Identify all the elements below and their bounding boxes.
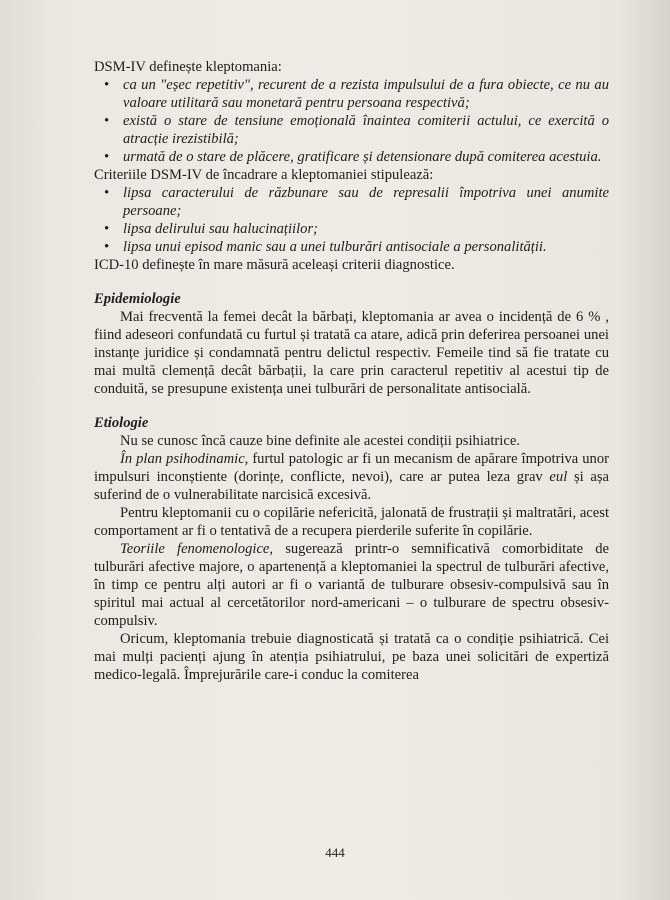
- ego-term: eul: [549, 469, 568, 485]
- definition-item: • urmată de o stare de plăcere, gratificare și detensionare după comiterea acestuia.: [94, 148, 609, 166]
- criteria-item: • lipsa unui episod manic sau a unei tulburări antisociale a personalității.: [94, 238, 609, 256]
- psychodynamic-lead: În plan psihodinamic,: [120, 451, 249, 467]
- etiology-paragraph-4: [94, 540, 609, 630]
- page-content: [94, 58, 609, 684]
- etiology-heading: Etiologie: [94, 415, 149, 431]
- criteria-item: • lipsa caracterului de răzbunare sau de represalii împotriva unei anumite persoane;: [94, 184, 609, 220]
- paragraph-text: furtul patologic ar fi un mecanism de apărare împotriva unor impulsuri inconștiente (dorințe, conflicte, nevoi), care ar putea leza grav: [94, 451, 609, 485]
- definition-item: • ca un "eșec repetitiv", recurent de a rezista impulsului de a fura obiecte, ce nu au valoare utilitară sau monetară pentru persoana respectivă;: [94, 76, 609, 112]
- paragraph-text: și așa suferind de o vulnerabilitate narcisică excesivă.: [94, 469, 609, 503]
- definition-item: • există o stare de tensiune emoțională înaintea comiterii actului, ce exercită o atracție irezistibilă;: [94, 112, 609, 148]
- etiology-paragraph-1: Nu se cunosc încă cauze bine definite ale acestei condiții psihiatrice.: [120, 433, 520, 449]
- epidemiology-heading: Epidemiologie: [94, 291, 181, 307]
- icd-line: ICD-10 definește în mare măsură aceleași criterii diagnostice.: [94, 257, 455, 273]
- etiology-paragraph-5: Oricum, kleptomania trebuie diagnosticată și tratată ca o condiție psihiatrică. Cei mai mulți pacienți ajung în atenția psihiatrului, pe baza unei solicitări de expertiză medico-legală. Împrejurările care-i conduc la comiterea: [94, 631, 609, 683]
- definition-list: [94, 76, 609, 166]
- paragraph-text: sugerează printr-o semnificativă comorbiditate de tulburări afective majore, o apartenență a kleptomaniei la spectrul de tulburări afective, în timp ce pentru alți autori ar fi o variantă de tulburare obsesiv-compulsivă sau în spiritul mai actual al cercetătorilor nord-americani – o tulburare de spectru obsesiv-compulsiv.: [94, 541, 609, 629]
- epidemiology-paragraph: Mai frecventă la femei decât la bărbați, kleptomania ar avea o incidență de 6 % , fiind adeseori confundată cu furtul și tratată ca atare, adică prin deferirea persoanei unei instanțe juridice și condamnată pentru delictul respectiv. Femeile tind să fie tratate cu mai multă clemență decât bărbații, la care prin caracterul repetitiv al acestui tip de conduită, se presupune existența unei tulburări de personalitate antisocială.: [94, 309, 609, 397]
- phenomenology-lead: Teoriile fenomenologice,: [120, 541, 274, 557]
- etiology-paragraph-3: Pentru kleptomanii cu o copilărie nefericită, jalonată de frustrații și maltratări, acest comportament ar fi o tentativă de a recupera pierderile suferite în copilărie.: [94, 505, 609, 539]
- criteria-list: [94, 184, 609, 256]
- etiology-paragraph-2: [94, 450, 609, 504]
- criteria-intro: Criteriile DSM-IV de încadrare a kleptomaniei stipulează:: [94, 167, 434, 183]
- page-number: 444: [325, 845, 345, 860]
- criteria-item: • lipsa delirului sau halucinațiilor;: [94, 220, 609, 238]
- dsm-intro: DSM-IV definește kleptomania:: [94, 59, 282, 75]
